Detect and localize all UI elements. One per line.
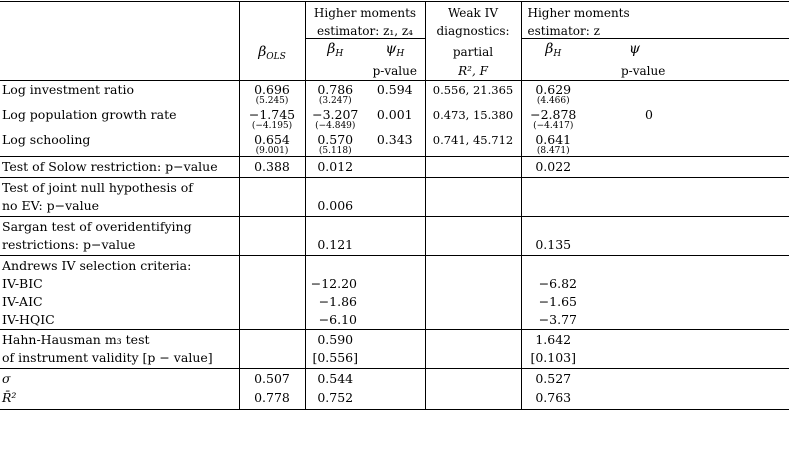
weak-iv-r2f: R², F [425,64,521,81]
cell-value: 0.343 [376,131,413,147]
header-row-5 [0,64,789,81]
cell-value: −1.745 [248,106,296,122]
cell-se: (5.118) [318,145,352,156]
cell-value: 0.556, 21.365 [425,80,521,106]
weak-iv-title: Weak IV [425,6,521,20]
rbar-row [0,386,789,410]
hahn-label-2: of instrument validity [p − value] [0,347,239,369]
andrews-row [0,273,789,291]
andrews-bh2: −3.77 [521,309,585,330]
cell-value: 0.473, 15.380 [425,106,521,131]
group1-estimator: estimator: z₁, z₄ [305,20,425,39]
row-label: Log schooling [0,131,239,157]
beta-h2-sub: H [553,49,562,59]
joint-label-1: Test of joint null hypothesis of [0,177,239,195]
hahn-row-1 [0,329,789,347]
cell-se: (−4.417) [533,120,574,131]
cell-value: −3.207 [312,106,359,122]
cell-se: (−4.195) [251,120,293,131]
weak-iv-partial: partial [425,39,521,64]
cell-se: (4.466) [536,95,570,106]
beta-ols-sub: OLS [266,51,286,62]
hahn-bh2-p: [0.103] [521,347,585,369]
row-label: Log investment ratio [0,80,239,106]
header-row-4 [0,39,789,64]
psi-h-sub: H [396,49,405,59]
hahn-row-2 [0,347,789,369]
cell-se: (8.471) [536,145,570,156]
rbar-bh: 0.752 [305,386,365,410]
joint-row-2 [0,195,789,217]
andrews-bh: −6.10 [305,309,365,330]
cell-se: (9.001) [255,145,289,156]
solow-ols: 0.388 [239,156,305,177]
cell-value: 0.696 [254,81,290,97]
sargan-label-1: Sargan test of overidentifying [0,216,239,234]
joint-row-1 [0,177,789,195]
psi-h-pvalue: p-value [365,64,425,81]
andrews-bh2: −1.65 [521,291,585,309]
hahn-bh-p: [0.556] [305,347,365,369]
cell-value: 0.570 [317,131,354,147]
weak-iv-diagnostics: diagnostics: [425,20,521,39]
andrews-label: IV-AIC [0,291,239,309]
table-row [0,131,789,157]
andrews-bh: −1.86 [305,291,365,309]
andrews-row [0,291,789,309]
hahn-label-1: Hahn-Hausman m₃ test [0,329,239,347]
cell-value: 0.786 [317,81,354,97]
cell-value [585,80,789,106]
cell-se: (5.245) [255,95,289,106]
group2-title: Higher moments [521,6,789,20]
cell-value: 0.001 [376,106,413,122]
beta-h-symbol: β [327,41,336,57]
regression-results-table [0,1,789,410]
cell-value: 0.594 [376,81,413,97]
psi-h-symbol: ψ [385,41,397,57]
andrews-bh: −12.20 [305,273,365,291]
rbar-ols: 0.778 [239,386,305,410]
beta-h2-symbol: β [545,41,554,57]
andrews-title: Andrews IV selection criteria: [0,255,239,273]
cell-value: 0.629 [535,81,572,97]
cell-value: 0.641 [535,131,572,147]
joint-label-2: no EV: p−value [0,195,239,217]
cell-se: (3.247) [318,95,352,106]
andrews-label: IV-BIC [0,273,239,291]
andrews-bh2: −6.82 [521,273,585,291]
solow-label: Test of Solow restriction: p−value [0,156,239,177]
sigma-bh: 0.544 [305,368,365,386]
group2-estimator: estimator: z [521,20,789,39]
sargan-row-1 [0,216,789,234]
sargan-row-2 [0,234,789,256]
solow-row [0,156,789,177]
sigma-label: σ [0,368,239,386]
sigma-ols: 0.507 [239,368,305,386]
psi-h2-symbol: ψ [629,41,640,57]
header-row-3 [0,20,789,39]
beta-ols-symbol: β [258,43,267,60]
cell-value: −2.878 [530,106,577,122]
rbar-label: R̄² [0,386,239,410]
cell-se: (−4.849) [315,120,356,131]
sigma-bh2: 0.527 [521,368,585,386]
andrews-label: IV-HQIC [0,309,239,330]
cell-value: 0.741, 45.712 [425,131,521,157]
beta-h-sub: H [335,49,344,59]
sigma-row [0,368,789,386]
sargan-label-2: restrictions: p−value [0,234,239,256]
psi-h2-pvalue: p-value [585,64,789,81]
group1-title: Higher moments [305,6,425,20]
sargan-bh: 0.121 [305,234,365,256]
table-row [0,106,789,131]
rbar-bh2: 0.763 [521,386,585,410]
header-row-2 [0,6,789,20]
solow-bh2: 0.022 [521,156,585,177]
hahn-bh: 0.590 [305,329,365,347]
hahn-bh2: 1.642 [521,329,585,347]
cell-value [585,131,789,157]
sargan-bh2: 0.135 [521,234,585,256]
andrews-row [0,309,789,330]
solow-bh: 0.012 [305,156,365,177]
andrews-title-row [0,255,789,273]
joint-bh: 0.006 [305,195,365,217]
cell-value: 0 [645,106,653,122]
table-row [0,80,789,106]
row-label: Log population growth rate [0,106,239,131]
cell-value: 0.654 [254,131,290,147]
